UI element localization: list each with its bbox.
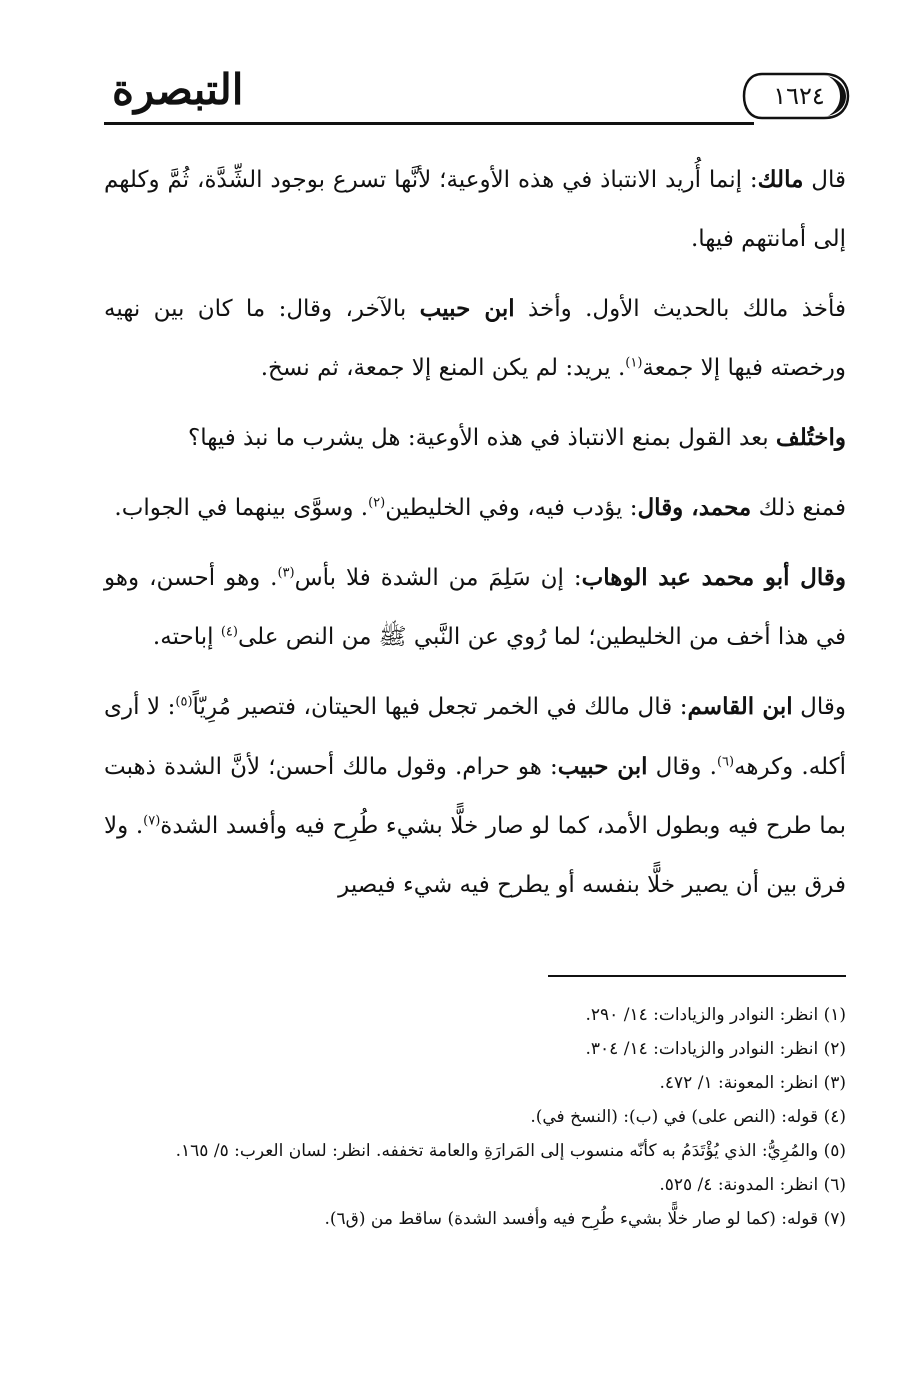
text-run: : قال مالك في الخمر تجعل فيها الحيتان، فتصير مُرِيّاً: [192, 694, 688, 720]
text-run: فمنع ذلك: [751, 495, 846, 521]
text-run: بالآخر، وقال: ما كان بين نهيه ورخصته فيها إلا جمعة: [104, 296, 846, 381]
text-run: : يؤدب فيه، وفي الخليطين: [385, 495, 638, 521]
page-number: ١٦٢٤: [773, 82, 825, 110]
text-run: : إن سَلِمَ من الشدة فلا بأس: [294, 565, 582, 591]
text-run: فأخذ مالك بالحديث الأول. وأخذ: [514, 296, 846, 322]
footnote-ref-5: (٥): [175, 694, 193, 710]
paragraph-4: [104, 478, 846, 538]
book-title: التبصرة: [112, 65, 244, 114]
footnote-1: (١) انظر: النوادر والزيادات: ١٤/ ٢٩٠.: [585, 1005, 846, 1025]
footnote-separator: [548, 975, 846, 977]
page-header: [104, 60, 850, 128]
text-run: . يريد: لم يكن المنع إلا جمعة، ثم نسخ.: [260, 355, 626, 381]
footnote-4: (٤) قوله: (النص على) في (ب): (النسخ في).: [530, 1107, 846, 1127]
text-run: . وسوَّى بينهما في الجواب.: [114, 495, 369, 521]
text-run: . ولا فرق بين أن يصير خلًّا بنفسه أو يطرح فيه شيء فيصير: [104, 813, 846, 898]
paragraph-5: [104, 548, 846, 667]
footnote-ref-6: (٦): [716, 754, 735, 770]
text-run: : إنما أُريد الانتباذ في هذه الأوعية؛ لأنَّها تسرع بوجود الشِّدَّة، ثُمَّ وكلهم إلى أمانتهم فيها.: [104, 167, 846, 252]
paragraph-6: [104, 677, 846, 915]
footnotes: [104, 998, 846, 1236]
footnote-ref-2: (٢): [368, 495, 386, 511]
footnote-ref-4: (٤): [220, 624, 238, 640]
text-run: وقال: [792, 694, 846, 720]
name-ibn-al-qasim: ابن القاسم: [687, 693, 793, 720]
page-number-badge: [742, 70, 850, 122]
text-run: : هو حرام. وقول مالك أحسن؛ لأنَّ الشدة ذهبت بما طرح فيه وبطول الأمد، كما لو صار خلًّا بشيء طُرِح فيه وأفسد الشدة: [104, 754, 846, 839]
name-malik: مالك: [757, 166, 804, 193]
text-run: . وهو أحسن، وهو في هذا أخف من الخليطين؛ لما رُوي عن النَّبي ﷺ من النص على: [104, 565, 846, 650]
text-run: بعد القول بمنع الانتباذ في هذه الأوعية: هل يشرب ما نبذ فيها؟: [187, 425, 776, 451]
name-muhammad: محمد، وقال: [637, 494, 752, 521]
name-ibn-habib: ابن حبيب: [557, 753, 648, 780]
text-run: . وقال: [647, 754, 717, 780]
name-ibn-habib: ابن حبيب: [419, 295, 515, 322]
paragraph-2: [104, 279, 846, 398]
text-run: إباحته.: [152, 624, 221, 650]
main-text: [104, 150, 846, 925]
paragraph-3: [104, 408, 846, 468]
keyword-ikhtulif: واختُلف: [775, 424, 846, 451]
footnote-ref-3: (٣): [277, 565, 295, 581]
footnote-2: (٢) انظر: النوادر والزيادات: ١٤/ ٣٠٤.: [585, 1039, 846, 1059]
footnote-5: (٥) والمُرِيُّ: الذي يُؤْتَدَمُ به كأنّه منسوب إلى المَرارَةِ والعامة تخففه. انظر: لسان العرب: ٥/ ١٦٥.: [175, 1141, 846, 1161]
footnote-3: (٣) انظر: المعونة: ١/ ٤٧٢.: [659, 1073, 846, 1093]
footnote-6: (٦) انظر: المدونة: ٤/ ٥٢٥.: [659, 1175, 846, 1195]
name-abd-al-wahhab: وقال أبو محمد عبد الوهاب: [581, 564, 846, 591]
footnote-ref-7: (٧): [143, 813, 161, 829]
paragraph-1: [104, 150, 846, 269]
text-run: : لا أرى أكله. وكرهه: [104, 694, 846, 780]
footnote-7: (٧) قوله: (كما لو صار خلًّا بشيء طُرِح فيه وأفسد الشدة) ساقط من (ق٦).: [324, 1209, 846, 1229]
header-rule: [104, 122, 754, 125]
text-run: قال: [803, 167, 847, 193]
footnote-ref-1: (١): [625, 355, 643, 371]
